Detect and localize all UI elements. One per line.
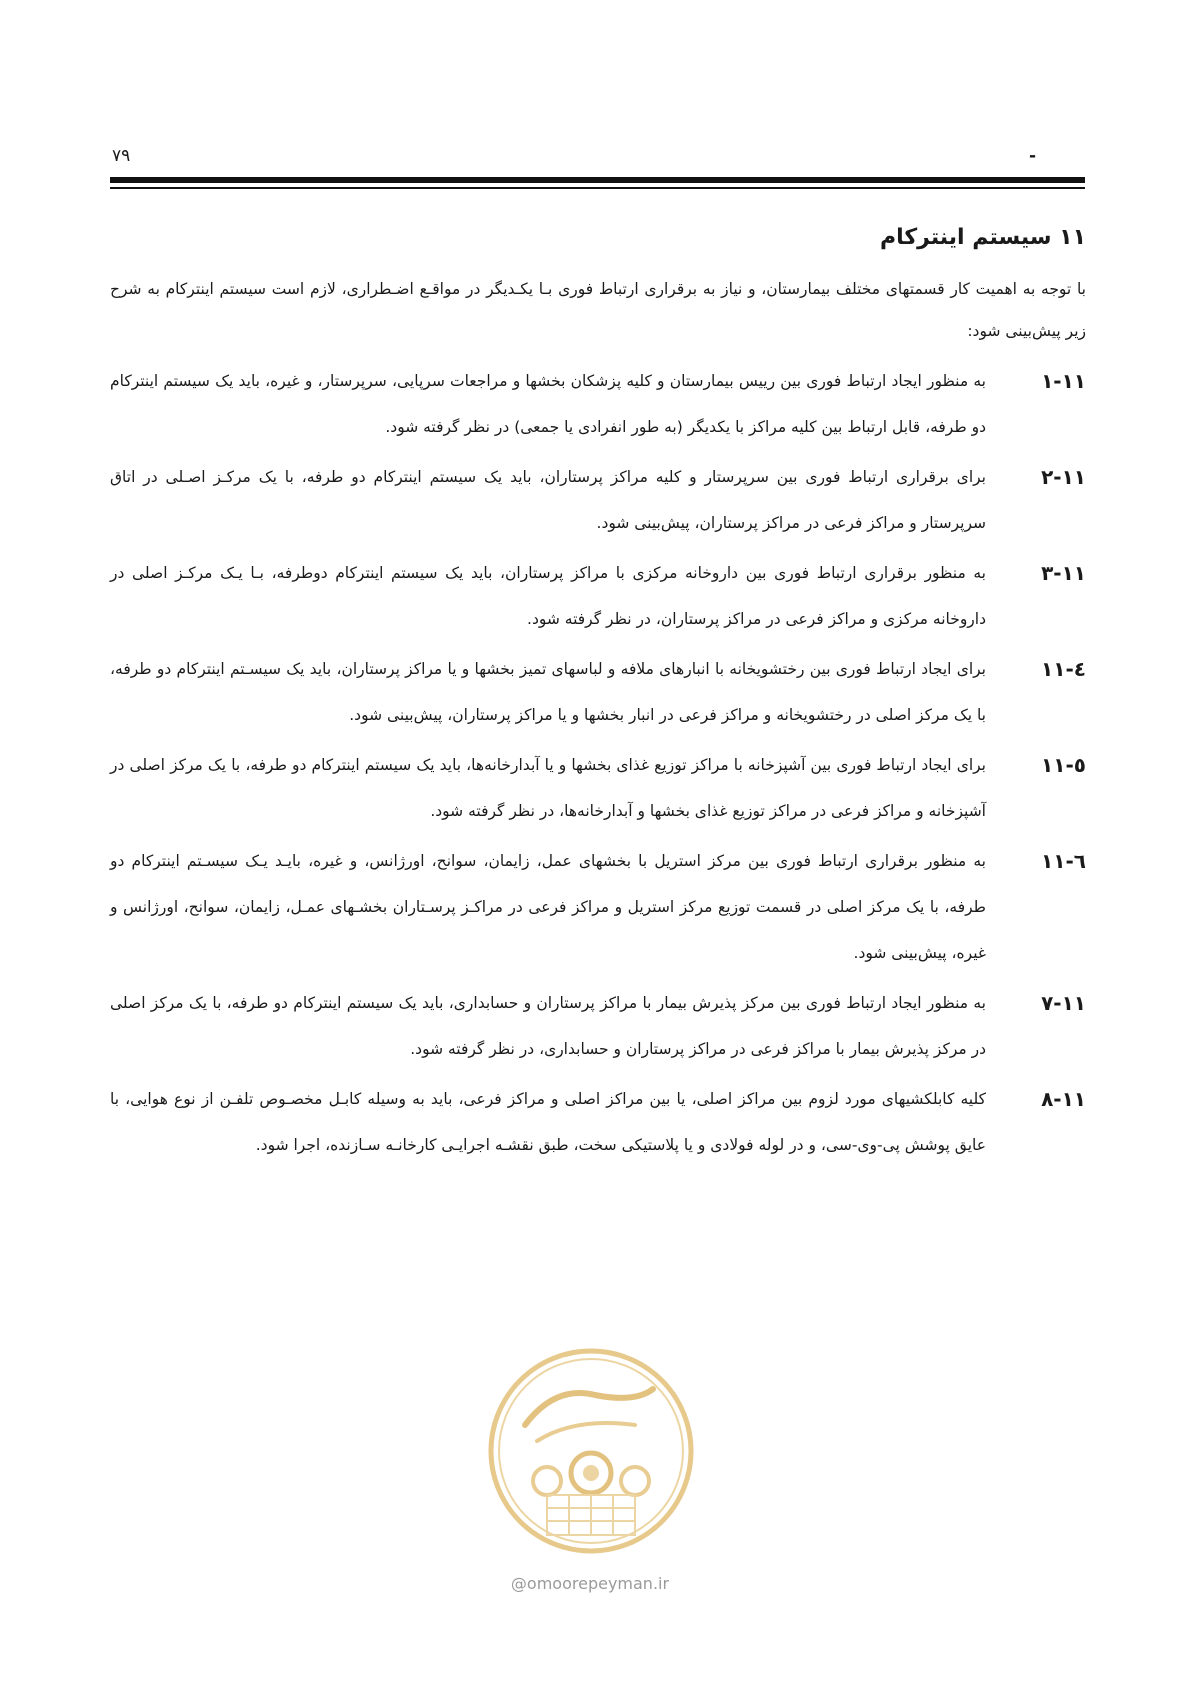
clause-1	[110, 358, 1086, 450]
clause-3	[110, 550, 1086, 642]
header-rule-thick	[110, 177, 1085, 183]
watermark-caption: @omoorepeyman.ir	[510, 1574, 670, 1593]
watermark-logo	[485, 1345, 697, 1557]
section-intro: با توجه به اهمیت کار قسمتهای مختلف بیمارستان، و نیاز به برقراری ارتباط فوری بـا یکـدیگر در مواقـع اضـطراری، لازم است سیستم اینترکام به شرح زیر پیش‌بینی شود:	[110, 280, 1086, 340]
clause-4	[110, 646, 1086, 738]
clause-8	[110, 1076, 1086, 1168]
logo-emblem-icon	[485, 1345, 697, 1557]
page-number: ۷۹	[112, 146, 131, 166]
clause-text: کلیه کابلکشیهای مورد لزوم بین مراکز اصلی، یا بین مراکز اصلی و مراکز فرعی، باید به وسیله کابـل مخصـوص تلفـن از نوع هوایی، با عایق پوشش پی-وی-سی، و در لوله فولادی و یا پلاستیکی سخت، طبق نقشـه اجرایـی کارخانـه سـازنده، اجرا شود.	[110, 1090, 986, 1154]
clause-number: ۸-۱۱	[1041, 1087, 1086, 1111]
clause-text: به منظور ایجاد ارتباط فوری بین رییس بیمارستان و کلیه پزشکان بخشها و مراجعات سرپایی، سرپرستار، و غیره، باید یک سیستم اینترکام دو طرفه، قابل ارتباط بین کلیه مراکز با یکدیگر (به طور انفرادی یا جمعی) در نظر گرفته شود.	[110, 372, 986, 436]
header-rule-thin	[110, 187, 1085, 189]
clause-number: ٦-۱۱	[1041, 849, 1086, 873]
clause-number: ۳-۱۱	[1041, 561, 1086, 585]
clause-text: به منظور ایجاد ارتباط فوری بین مرکز پذیرش بیمار با مراکز پرستاران و حسابداری، باید یک سیستم اینترکام دو طرفه، با یک مرکز اصلی در مرکز پذیرش بیمار با مراکز فرعی در مراکز پرستاران و حسابداری، در نظر گرفته شود.	[110, 994, 986, 1058]
header-mark: -	[1028, 146, 1036, 166]
clause-text: برای ایجاد ارتباط فوری بین آشپزخانه با مراکز توزیع غذای بخشها و یا آبدارخانه‌ها، باید یک سیستم اینترکام دو طرفه، با یک مرکز اصلی در آشپزخانه و مراکز فرعی در مراکز توزیع غذای بخشها و آبدارخانه‌ها، در نظر گرفته شود.	[110, 756, 986, 820]
clause-6	[110, 838, 1086, 976]
clause-5	[110, 742, 1086, 834]
clause-number: ۷-۱۱	[1041, 991, 1086, 1015]
section-content	[110, 218, 1086, 1172]
clause-text: برای برقراری ارتباط فوری بین سرپرستار و کلیه مراکز پرستاران، باید یک سیستم اینترکام دو طرفه، با یک مرکـز اصـلی در اتاق سرپرستار و مراکز فرعی در مراکز پرستاران، پیش‌بینی شود.	[110, 468, 986, 532]
section-title: ۱۱ سیستم اینترکام	[879, 225, 1086, 250]
clause-number: ٥-۱۱	[1041, 753, 1086, 777]
clause-text: به منظور برقراری ارتباط فوری بین مرکز استریل با بخشهای عمل، زایمان، سوانح، اورژانس، و غیره، بایـد یـک سیسـتم اینترکام دو طرفه، با یک مرکز اصلی در قسمت توزیع مرکز استریل و مراکز فرعی در مراکـز پرسـتاران بخشـهای عمـل، زایمان، سوانح، اورژانس و غیره، پیش‌بینی شود.	[110, 852, 986, 962]
clause-number: ٤-۱۱	[1041, 657, 1086, 681]
clause-number: ۲-۱۱	[1041, 465, 1086, 489]
clause-number: ۱-۱۱	[1041, 369, 1086, 393]
clause-text: برای ایجاد ارتباط فوری بین رختشویخانه با انبارهای ملافه و لباسهای تمیز بخشها و یا مراکز پرستاران، باید یک سیسـتم اینترکام دو طرفه، با یک مرکز اصلی در رختشویخانه و مراکز فرعی در انبار بخشها و یا مراکز پرستاران، پیش‌بینی شود.	[110, 660, 986, 724]
clause-text: به منظور برقراری ارتباط فوری بین داروخانه مرکزی با مراکز پرستاران، باید یک سیستم اینترکام دوطرفه، بـا یـک مرکـز اصلی در داروخانه مرکزی و مراکز فرعی در مراکز پرستاران، در نظر گرفته شود.	[110, 564, 986, 628]
clause-2	[110, 454, 1086, 546]
clause-7	[110, 980, 1086, 1072]
